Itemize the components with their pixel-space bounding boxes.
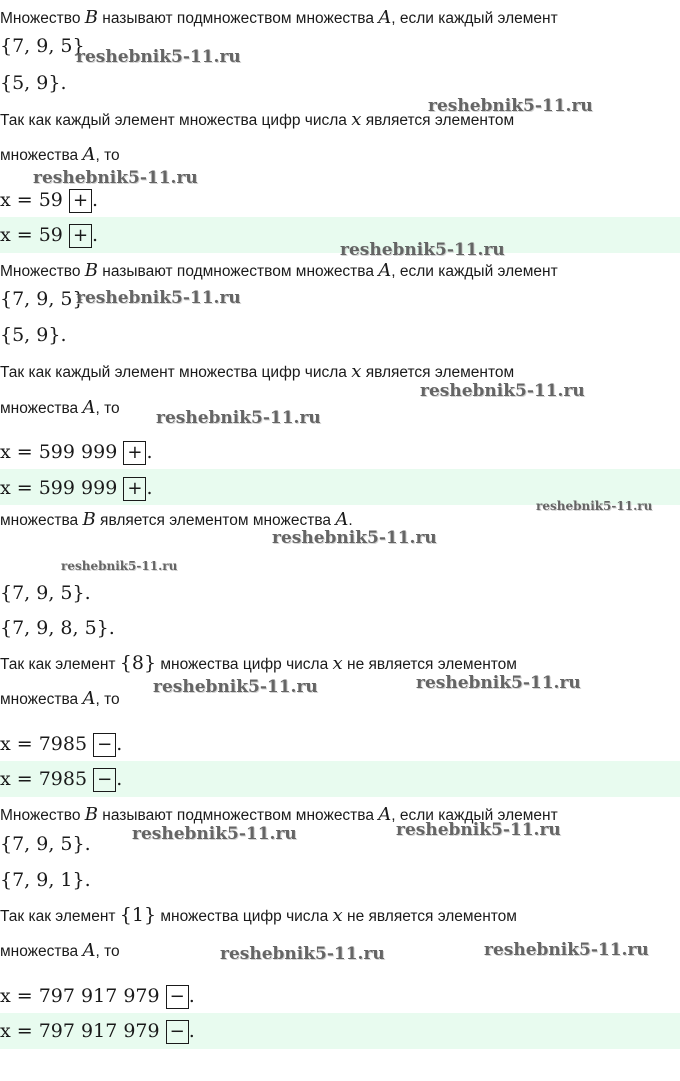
answer-box: −	[93, 768, 116, 792]
answer-box: −	[166, 1020, 189, 1044]
var-a: A	[335, 509, 349, 530]
answer-box: +	[69, 224, 92, 248]
set-value: {5, 9}	[0, 324, 61, 346]
text: Множество	[0, 807, 81, 824]
period: .	[84, 833, 91, 855]
watermark: reshebnik5-11.ru	[153, 677, 318, 697]
period: .	[60, 72, 67, 94]
equation-text: x = 797 917 979	[0, 985, 160, 1007]
answer-equation: x = 599 999 + .	[0, 477, 153, 499]
var-x: x	[351, 361, 362, 382]
var-a: A	[82, 940, 96, 961]
watermark: reshebnik5-11.ru	[428, 96, 593, 116]
answer-box: −	[93, 733, 116, 757]
text: , то	[95, 147, 120, 164]
set-a	[0, 287, 85, 311]
period: .	[84, 869, 91, 891]
text: является элементом множества	[100, 512, 331, 529]
var-x: x	[332, 905, 343, 926]
var-a: A	[82, 397, 96, 418]
definition-line	[0, 259, 558, 284]
var-b: B	[84, 804, 98, 825]
period: .	[84, 582, 91, 604]
var-b: B	[82, 509, 96, 530]
var-a: A	[378, 7, 392, 28]
text: , то	[95, 400, 120, 417]
var-a: A	[82, 688, 96, 709]
reason-line	[0, 903, 517, 929]
equation-text: x = 797 917 979	[0, 1020, 160, 1042]
watermark: reshebnik5-11.ru	[536, 499, 653, 513]
var-a: A	[378, 260, 392, 281]
text: множества	[0, 512, 79, 529]
watermark: reshebnik5-11.ru	[132, 824, 297, 844]
reason-line-2	[0, 143, 120, 168]
watermark: reshebnik5-11.ru	[340, 240, 505, 260]
set-value: {7, 9, 5}	[0, 582, 85, 604]
text: не является элементом	[347, 908, 517, 925]
set-b	[0, 71, 66, 95]
watermark: reshebnik5-11.ru	[420, 381, 585, 401]
set-value: {7, 9, 5}	[0, 288, 85, 310]
text: множества	[0, 400, 79, 417]
equation: x = 599 999 + .	[0, 441, 153, 463]
text: множества	[0, 943, 79, 960]
var-b: B	[84, 7, 98, 28]
text: , если каждый элемент	[391, 10, 558, 27]
equation-text: x = 59	[0, 189, 63, 211]
equation: x = 797 917 979 − .	[0, 985, 195, 1007]
watermark: reshebnik5-11.ru	[220, 944, 385, 964]
text: является элементом	[365, 112, 515, 129]
equation: x = 7985 − .	[0, 733, 123, 755]
text: множества цифр числа	[160, 656, 329, 673]
equation-text: x = 7985	[0, 768, 88, 790]
text: множества цифр числа	[160, 908, 329, 925]
text: множества	[0, 147, 79, 164]
text: Так как каждый элемент множества цифр числа	[0, 112, 347, 129]
watermark: reshebnik5-11.ru	[156, 408, 321, 428]
var-x: x	[332, 653, 343, 674]
answer-equation: x = 797 917 979 − .	[0, 1020, 195, 1042]
var-a: A	[378, 804, 392, 825]
set-value: {7, 9, 8, 5}	[0, 617, 109, 639]
equation-text: x = 59	[0, 224, 63, 246]
var-b: B	[84, 260, 98, 281]
text: , то	[95, 691, 120, 708]
element-set: {8}	[119, 652, 157, 674]
period: .	[108, 617, 115, 639]
text: Множество	[0, 10, 81, 27]
text: Так как элемент	[0, 656, 116, 673]
watermark: reshebnik5-11.ru	[396, 820, 561, 840]
text: Множество	[0, 263, 81, 280]
equation-text: x = 7985	[0, 733, 88, 755]
reason-line-2	[0, 396, 120, 421]
equation-text: x = 599 999	[0, 441, 118, 463]
set-b	[0, 868, 91, 892]
text: , если каждый элемент	[391, 807, 558, 824]
answer-box: +	[69, 189, 92, 213]
set-value: {5, 9}	[0, 72, 61, 94]
set-value: {7, 9, 1}	[0, 869, 85, 891]
set-a	[0, 34, 85, 58]
watermark: reshebnik5-11.ru	[416, 673, 581, 693]
element-set: {1}	[119, 904, 157, 926]
reason-line-2	[0, 687, 120, 712]
text: .	[348, 512, 353, 529]
reason-line-2	[0, 939, 120, 964]
text: Так как каждый элемент множества цифр числа	[0, 364, 347, 381]
watermark: reshebnik5-11.ru	[76, 47, 241, 67]
var-a: A	[82, 144, 96, 165]
text: Так как элемент	[0, 908, 116, 925]
set-b	[0, 616, 115, 640]
text: множества	[0, 691, 79, 708]
answer-equation: x = 59 + .	[0, 224, 99, 246]
set-a	[0, 581, 91, 605]
period: .	[60, 324, 67, 346]
text: называют подмножеством множества	[102, 10, 374, 27]
text: не является элементом	[347, 656, 517, 673]
set-value: {7, 9, 5}	[0, 833, 85, 855]
set-a	[0, 832, 91, 856]
definition-line	[0, 6, 558, 31]
text: , то	[95, 943, 120, 960]
watermark: reshebnik5-11.ru	[484, 940, 649, 960]
answer-box: +	[123, 477, 146, 501]
watermark: reshebnik5-11.ru	[33, 168, 198, 188]
answer-box: +	[123, 441, 146, 465]
text: называют подмножеством множества	[102, 263, 374, 280]
set-b	[0, 323, 66, 347]
text: является элементом	[365, 364, 515, 381]
answer-equation: x = 7985 − .	[0, 768, 123, 790]
var-x: x	[351, 109, 362, 130]
text: , если каждый элемент	[391, 263, 558, 280]
watermark: reshebnik5-11.ru	[272, 528, 437, 548]
equation: x = 59 + .	[0, 189, 99, 211]
answer-box: −	[166, 985, 189, 1009]
text: называют подмножеством множества	[102, 807, 374, 824]
set-value: {7, 9, 5}	[0, 35, 85, 57]
equation-text: x = 599 999	[0, 477, 118, 499]
watermark: reshebnik5-11.ru	[61, 559, 178, 573]
watermark: reshebnik5-11.ru	[76, 288, 241, 308]
